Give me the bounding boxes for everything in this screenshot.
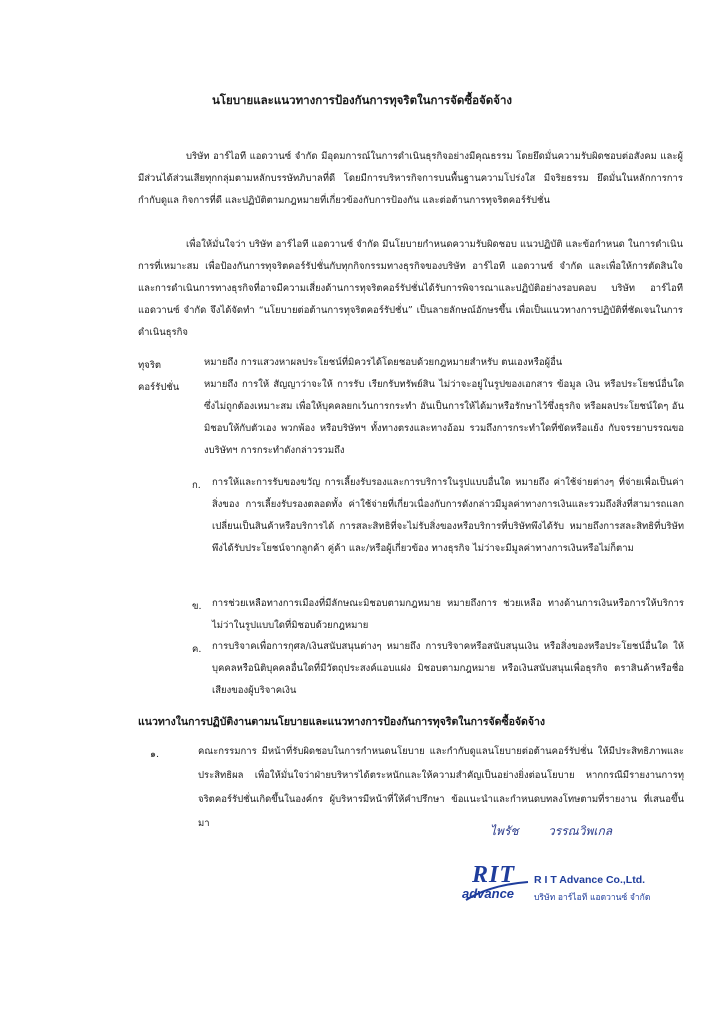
signature-2: วรรณวิพเกล xyxy=(548,824,613,838)
sub-item-b-text: การช่วยเหลือทางการเมืองที่มีลักษณะมิชอบตามกฎหมาย หมายถึงการ ช่วยเหลือ ทางด้านการเงินหรือการให้บริการไม่ว่าในรูปแบบใดที่มิชอบด้วยกฎหมาย xyxy=(212,598,684,631)
sub-item-c-text: การบริจาคเพื่อการกุศล/เงินสนับสนุนต่างๆ หมายถึง การบริจาคหรือสนับสนุนเงิน หรือสิ่งของหรือประโยชน์อื่นใด ให้บุคคลหรือนิติบุคคลอื่นใดที่มีวัตถุประสงค์แอบแฝง มิชอบตามกฎหมาย หรือเงินสนับสนุนเพื่อธุรกิจ ตราสินค้าหรือชื่อเสียงของผู้บริจาคเงิน xyxy=(212,641,684,696)
item-1-text: คณะกรรมการ มีหน้าที่รับผิดชอบในการกำหนดนโยบาย และกำกับดูแลนโยบายต่อต้านคอร์รัปชั่น ให้มีประสิทธิภาพและประสิทธิผล เพื่อให้มั่นใจว่าฝ่ายบริหารได้ตระหนักและให้ความสำคัญเป็นอย่างยิ่งต่อนโยบาย หากกรณีมีรายงานการทุจริตคอร์รัปชั่นเกิดขึ้นในองค์กร ผู้บริหารมีหน้าที่ให้คำปรึกษา ข้อแนะนำและกำหนดบทลงโทษตามที่รายงาน ที่เสนอขึ้นมา xyxy=(198,746,684,829)
intro-paragraph-1: บริษัท อาร์ไอที แอดวานซ์ จำกัด มีอุดมการณ์ในการดำเนินธุรกิจอย่างมีคุณธรรม โดยยึดมั่นความรับผิดชอบต่อสังคม และผู้มีส่วนได้ส่วนเสียทุกกลุ่มตามหลักบรรษัทภิบาลที่ดี โดยมีการบริหารกิจการบนพื้นฐานความโปร่งใส มีจริยธรรม ยึดมั่นในหลักการการกำกับดูแล กิจการที่ดี และปฏิบัติตามกฎหมายที่เกี่ยวข้องกับการป้องกัน และต่อต้านการทุจริตคอร์รัปชั่น xyxy=(138,151,683,206)
sub-item-b-label: ข. xyxy=(192,601,202,612)
sub-item-a-text: การให้และการรับของขวัญ การเลี้ยงรับรองและการบริการในรูปแบบอื่นใด หมายถึง ค่าใช้จ่ายต่างๆ ที่จ่ายเพื่อเป็นค่าสิ่งของ การเลี้ยงรับรองตลอดทั้ง ค่าใช้จ่ายที่เกี่ยวเนื่องกับการดังกล่าวมีมูลค่าทางการเงินและรวมถึงสิ่งที่สามารถแลกเปลี่ยนเป็นสินค้าหรือบริการได้ การสละสิทธิที่จะไม่รับสิ่งของหรือบริการที่บริษัทพึงได้รับ หมายถึงการสละสิทธิที่บริษัทพึงได้รับประโยชน์จากลูกค้า คู่ค้า และ/หรือผู้เกี่ยวข้อง ทางธุรกิจ ไม่ว่าจะมีมูลค่าทางการเงินหรือไม่ก็ตาม xyxy=(212,477,684,554)
logo-advance-text: advance xyxy=(462,886,515,901)
logo-company-th: บริษัท อาร์ไอที แอดวานซ์ จำกัด xyxy=(534,893,651,903)
document-title: นโยบายและแนวทางการป้องกันการทุจริตในการจัดซื้อจัดจ้าง xyxy=(211,93,513,107)
term-corruption-fraud: ทุจริต xyxy=(138,360,162,371)
term-fraud-definition: หมายถึง การแสวงหาผลประโยชน์ที่มิควรได้โดยชอบด้วยกฎหมายสำหรับ ตนเองหรือผู้อื่น xyxy=(204,357,563,368)
intro-paragraph-2: เพื่อให้มั่นใจว่า บริษัท อาร์ไอที แอดวานซ์ จำกัด มีนโยบายกำหนดความรับผิดชอบ แนวปฏิบัติ และข้อกำหนด ในการดำเนินการที่เหมาะสม เพื่อป้องกันการทุจริตคอร์รัปชั่นกับทุกกิจกรรมทางธุรกิจของบริษัท อาร์ไอที แอดวานซ์ จำกัด และเพื่อให้การตัดสินใจและการดำเนินการทางธุรกิจที่อาจมีความเสี่ยงด้านการทุจริตคอร์รัปชั่นได้รับการพิจารณาและปฏิบัติอย่างรอบคอบ บริษัท อาร์ไอที แอดวานซ์ จำกัด จึงได้จัดทำ “นโยบายต่อต้านการทุจริตคอร์รัปชั่น” เป็นลายลักษณ์อักษรขึ้น เพื่อเป็นแนวทางการปฏิบัติที่ชัดเจนในการดำเนินธุรกิจ xyxy=(138,239,683,338)
logo-rit-text: RIT xyxy=(472,862,516,888)
term-corruption-definition: หมายถึง การให้ สัญญาว่าจะให้ การรับ เรียกรับทรัพย์สิน ไม่ว่าจะอยู่ในรูปของเอกสาร ข้อมูล เงิน หรือประโยชน์อื่นใดซึ่งไม่ถูกต้องเหมาะสม เพื่อให้บุคคลยกเว้นการกระทำ อันเป็นการให้ได้มาหรือรักษาไว้ซึ่งธุรกิจ หรือผลประโยชน์ใดๆ อันมิชอบให้กับตัวเอง พวกพ้อง หรือบริษัทฯ ทั้งทางตรงและทางอ้อม รวมถึงการกระทำใดที่ขัดหรือแย้ง กับจรรยาบรรณของบริษัทฯ การกระทำดังกล่าวรวมถึง xyxy=(204,379,684,456)
guideline-heading: แนวทางในการปฏิบัติงานตามนโยบายและแนวทางการป้องกันการทุจริตในการจัดซื้อจัดจ้าง xyxy=(138,716,546,728)
item-1-number: ๑. xyxy=(150,749,160,760)
logo-company-en: R I T Advance Co.,Ltd. xyxy=(534,874,646,886)
term-corruption: คอร์รัปชั่น xyxy=(138,382,180,393)
signature-1: ไพรัช xyxy=(490,824,519,838)
sub-item-c-label: ค. xyxy=(192,644,202,655)
sub-item-a-label: ก. xyxy=(192,480,201,491)
company-logo xyxy=(462,860,702,908)
